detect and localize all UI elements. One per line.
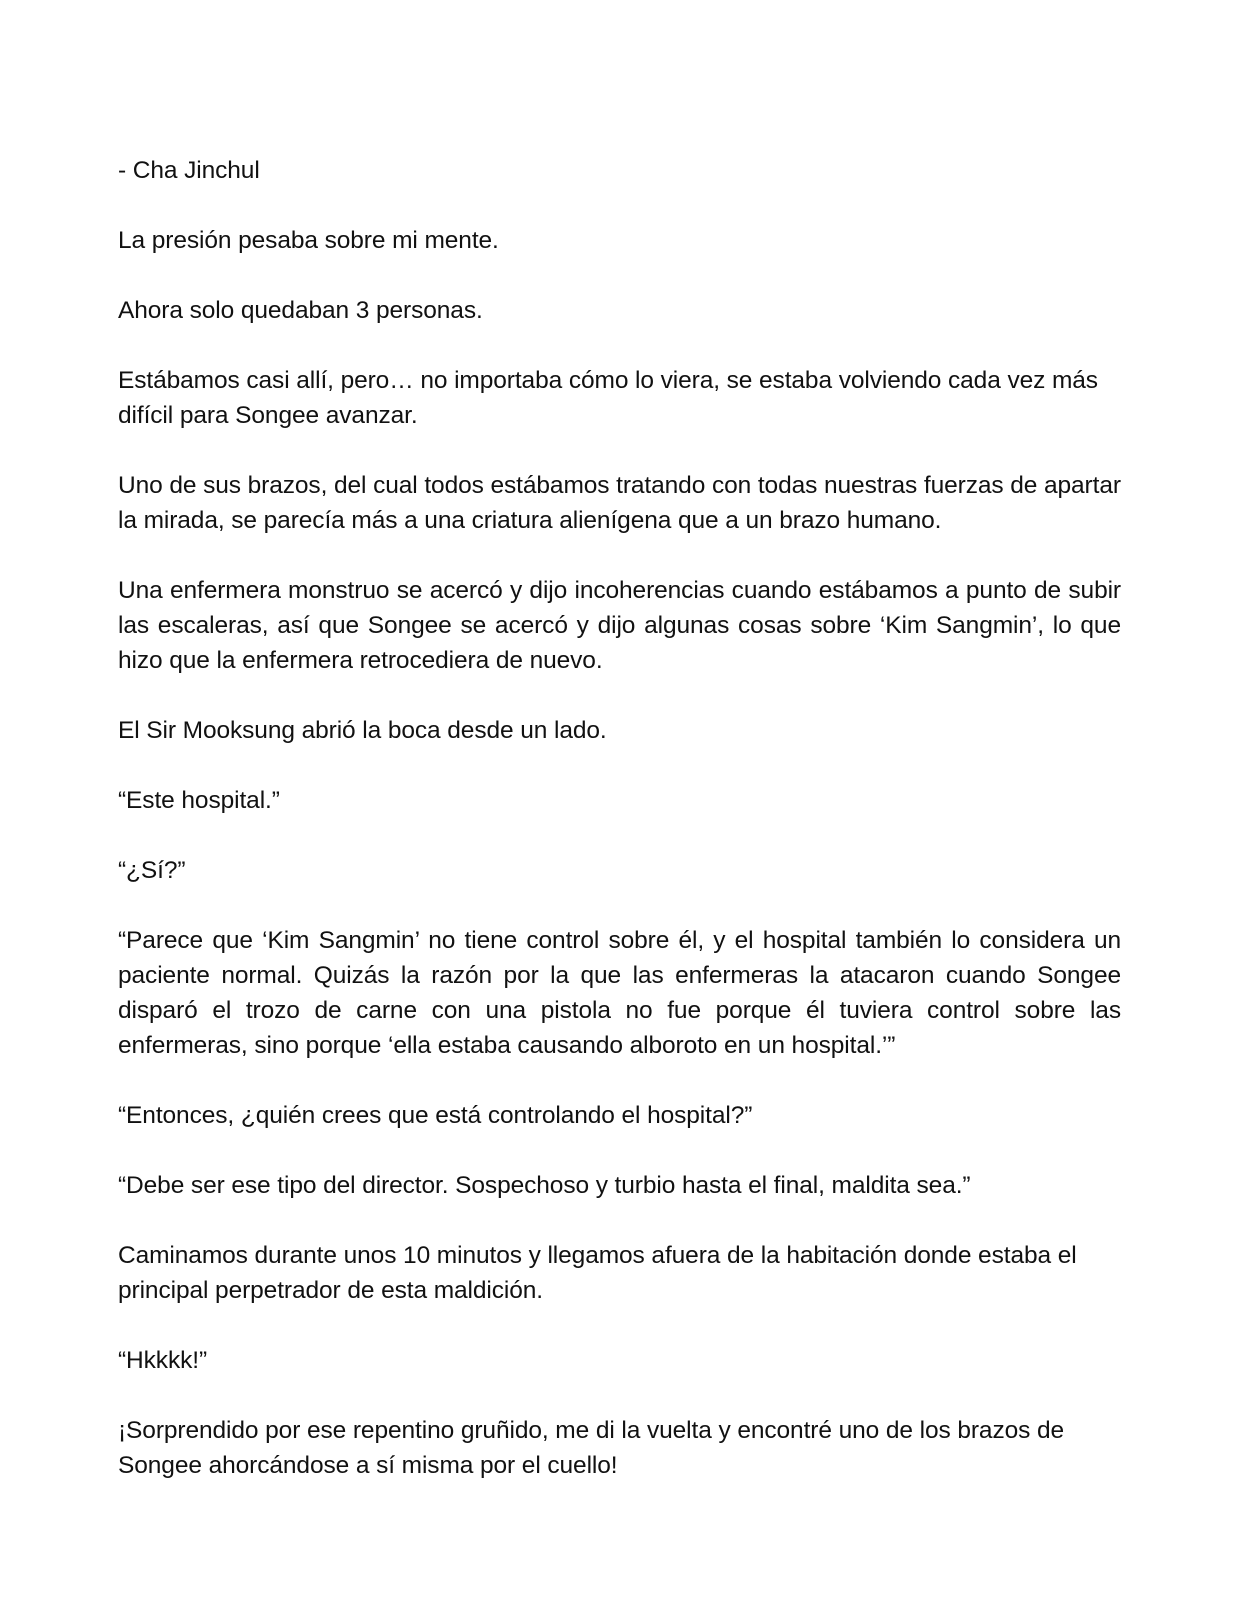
paragraph: La presión pesaba sobre mi mente.: [118, 227, 499, 254]
paragraph: Estábamos casi allí, pero… no importaba cómo lo viera, se estaba volviendo cada vez más difícil para Songee avanzar.: [118, 367, 1098, 429]
chapter-heading: - Cha Jinchul: [118, 157, 260, 184]
dialogue-line: “Este hospital.”: [118, 787, 280, 814]
dialogue-line: “Parece que ‘Kim Sangmin’ no tiene control sobre él, y el hospital también lo considera un paciente normal. Quizás la razón por la que las enfermeras la atacaron cuando Songee disparó el trozo de carne con una pistola no fue porque él tuviera control sobre las enfermeras, sino porque ‘ella estaba causando alboroto en un hospital.’”: [118, 927, 1121, 1059]
paragraph: El Sir Mooksung abrió la boca desde un lado.: [118, 717, 607, 744]
paragraph: Ahora solo quedaban 3 personas.: [118, 297, 483, 324]
paragraph: ¡Sorprendido por ese repentino gruñido, me di la vuelta y encontré uno de los brazos de Songee ahorcándose a sí misma por el cuello!: [118, 1417, 1065, 1479]
dialogue-line: “¿Sí?”: [118, 857, 186, 884]
dialogue-line: “Entonces, ¿quién crees que está controlando el hospital?”: [118, 1102, 753, 1129]
dialogue-line: “Hkkkk!”: [118, 1347, 208, 1374]
paragraph: Caminamos durante unos 10 minutos y llegamos afuera de la habitación donde estaba el principal perpetrador de esta maldición.: [118, 1242, 1077, 1304]
paragraph: Uno de sus brazos, del cual todos estábamos tratando con todas nuestras fuerzas de apartar la mirada, se parecía más a una criatura alienígena que a un brazo humano.: [118, 472, 1121, 534]
paragraph: Una enfermera monstruo se acercó y dijo incoherencias cuando estábamos a punto de subir las escaleras, así que Songee se acercó y dijo algunas cosas sobre ‘Kim Sangmin’, lo que hizo que la enfermera retrocediera de nuevo.: [118, 577, 1121, 674]
dialogue-line: “Debe ser ese tipo del director. Sospechoso y turbio hasta el final, maldita sea.”: [118, 1172, 971, 1199]
